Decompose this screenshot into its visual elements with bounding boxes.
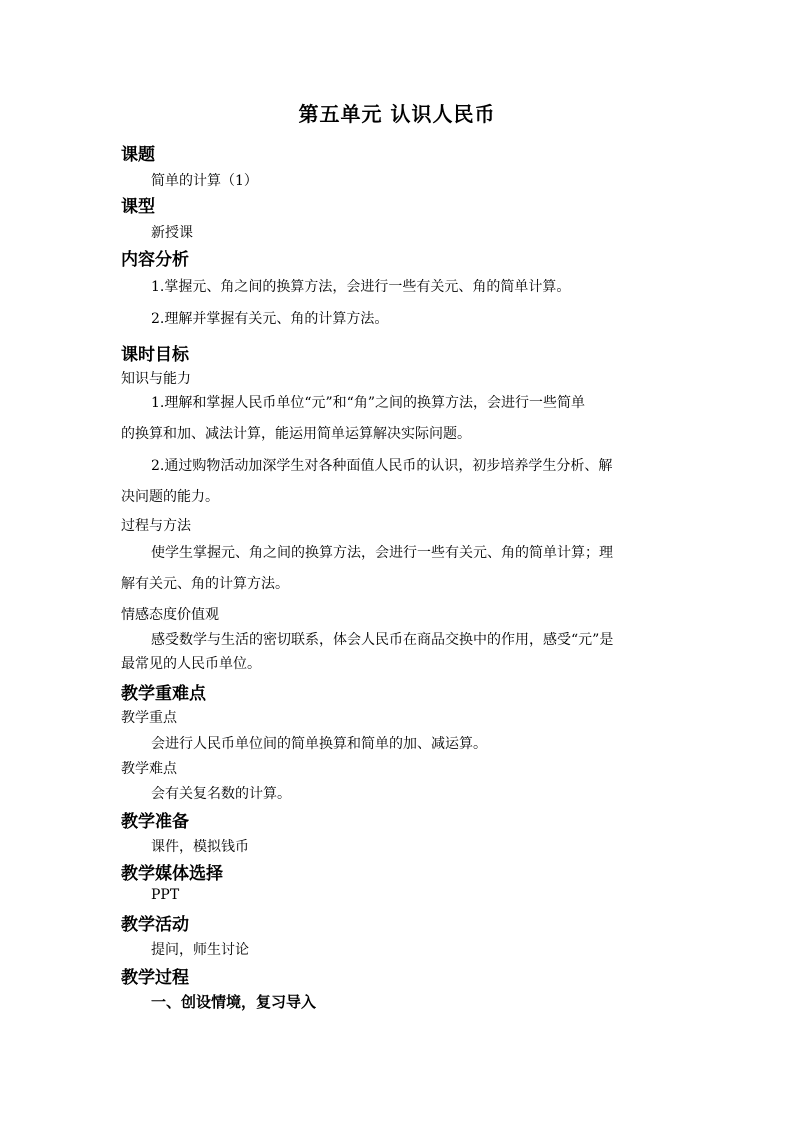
process-step-1: 一、创设情境，复习导入 xyxy=(151,993,317,1011)
topic-heading: 课题 xyxy=(121,145,155,165)
knowledge-p1-line2: 的换算和加、减法计算，能运用简单运算解决实际问题。 xyxy=(121,426,471,442)
emotion-line2: 最常见的人民币单位。 xyxy=(121,656,261,672)
media-text: PPT xyxy=(151,887,180,903)
keypoints-heading: 教学重难点 xyxy=(121,684,206,704)
type-heading: 课型 xyxy=(121,197,155,217)
activity-text: 提问，师生讨论 xyxy=(151,942,249,958)
objectives-heading: 课时目标 xyxy=(121,345,189,365)
difficult-point-label: 教学难点 xyxy=(121,761,177,777)
analysis-heading: 内容分析 xyxy=(121,250,189,270)
knowledge-p2-line1: 2.通过购物活动加深学生对各种面值人民币的认识，初步培养学生分析、解 xyxy=(151,458,613,474)
preparation-heading: 教学准备 xyxy=(121,812,189,832)
analysis-item-2: 2.理解并掌握有关元、角的计算方法。 xyxy=(151,311,389,327)
preparation-text: 课件，模拟钱币 xyxy=(151,839,249,855)
knowledge-p2-line2: 决问题的能力。 xyxy=(121,489,219,505)
process-method-line2: 解有关元、角的计算方法。 xyxy=(121,576,289,592)
type-text: 新授课 xyxy=(151,225,193,241)
knowledge-p1-line1: 1.理解和掌握人民币单位“元”和“角”之间的换算方法，会进行一些简单 xyxy=(151,395,585,411)
topic-text: 简单的计算（1） xyxy=(151,173,258,189)
difficult-point-text: 会有关复名数的计算。 xyxy=(151,786,291,802)
knowledge-label: 知识与能力 xyxy=(121,371,191,387)
page-title: 第五单元 认识人民币 xyxy=(298,102,496,126)
activity-heading: 教学活动 xyxy=(121,915,189,935)
analysis-item-1: 1.掌握元、角之间的换算方法，会进行一些有关元、角的简单计算。 xyxy=(151,279,571,295)
key-point-text: 会进行人民币单位间的简单换算和简单的加、减运算。 xyxy=(151,736,487,752)
media-heading: 教学媒体选择 xyxy=(121,864,223,884)
process-method-label: 过程与方法 xyxy=(121,518,191,534)
emotion-line1: 感受数学与生活的密切联系，体会人民币在商品交换中的作用，感受“元”是 xyxy=(151,632,614,648)
key-point-label: 教学重点 xyxy=(121,710,177,726)
emotion-label: 情感态度价值观 xyxy=(121,607,219,623)
process-heading: 教学过程 xyxy=(121,968,189,988)
process-method-line1: 使学生掌握元、角之间的换算方法，会进行一些有关元、角的简单计算；理 xyxy=(151,545,613,561)
